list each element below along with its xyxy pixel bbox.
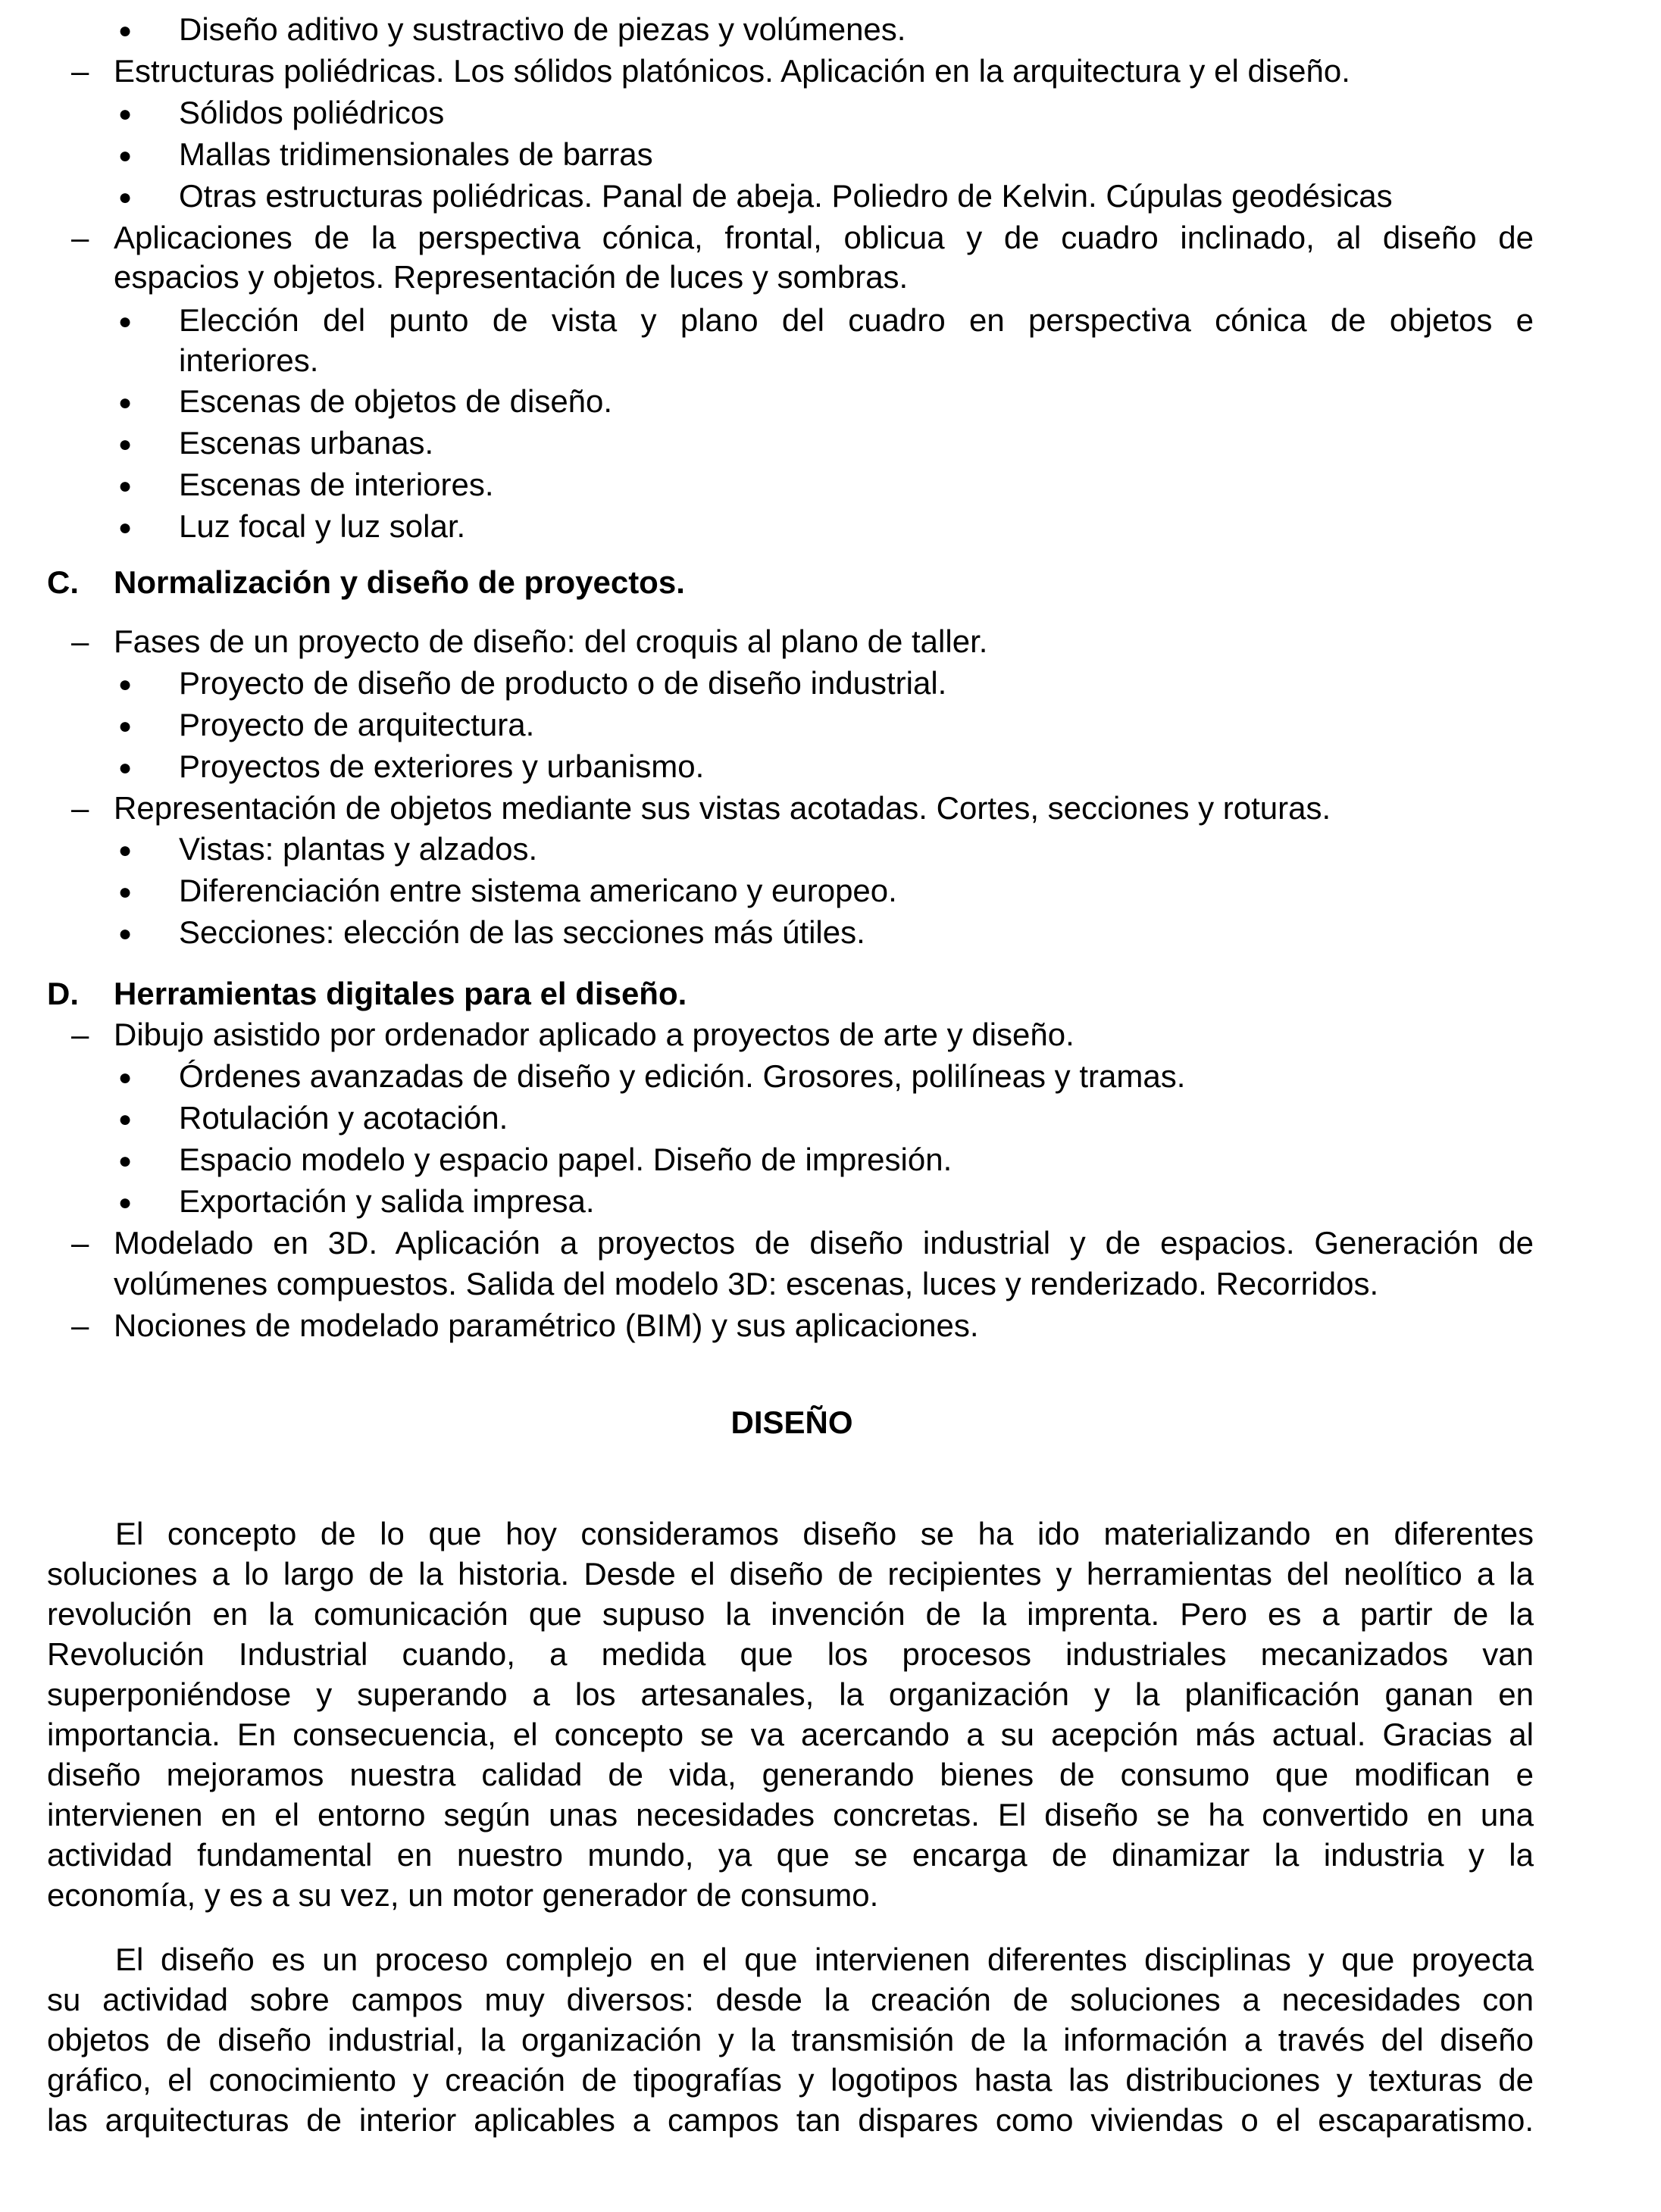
bullet-marker: ● [118,515,133,540]
paragraph-line: importancia. En consecuencia, el concepto se va acercando a su acepción más actual. Gracias al [47,1717,1534,1752]
paragraph-line: superponiéndose y superando a los artesanales, la organización y la planificación ganan en [47,1676,1534,1712]
dash-marker: – [71,1225,89,1261]
list-item: Escenas de objetos de diseño. [179,383,613,419]
section-heading: Normalización y diseño de proyectos. [114,564,685,600]
list-item: Espacio modelo y espacio papel. Diseño de impresión. [179,1142,952,1177]
bullet-marker: ● [118,390,133,415]
dash-marker: – [71,1017,89,1052]
list-item: Proyectos de exteriores y urbanismo. [179,748,705,784]
section-title: DISEÑO [730,1404,853,1440]
list-item-continuation: volúmenes compuestos. Salida del modelo 3D: escenas, luces y renderizado. Recorridos. [114,1266,1379,1301]
bullet-marker: ● [118,102,133,127]
bullet-marker: ● [118,1190,133,1215]
bullet-marker: ● [118,143,133,168]
paragraph-line: El diseño es un proceso complejo en el que intervienen diferentes disciplinas y que proyecta [115,1942,1534,1977]
dash-marker: – [71,790,89,826]
paragraph-line: economía, y es a su vez, un motor generador de consumo. [47,1877,879,1913]
list-item: Dibujo asistido por ordenador aplicado a proyectos de arte y diseño. [114,1017,1074,1052]
list-item: Elección del punto de vista y plano del cuadro en perspectiva cónica de objetos e [179,302,1534,338]
list-item: Nociones de modelado paramétrico (BIM) y sus aplicaciones. [114,1308,979,1343]
list-item: Vistas: plantas y alzados. [179,831,538,867]
dash-marker: – [71,623,89,659]
paragraph-line: actividad fundamental en nuestro mundo, ya que se encarga de dinamizar la industria y la [47,1837,1534,1873]
list-item-continuation: interiores. [179,342,319,378]
list-item: Diferenciación entre sistema americano y europeo. [179,873,897,908]
paragraph-line: revolución en la comunicación que supuso la invención de la imprenta. Pero es a partir de la [47,1596,1534,1632]
dash-marker: – [71,220,89,255]
bullet-marker: ● [118,879,133,904]
paragraph-line: su actividad sobre campos muy diversos: desde la creación de soluciones a necesidades con [47,1982,1534,2017]
list-item-continuation: espacios y objetos. Representación de luces y sombras. [114,259,909,295]
dash-marker: – [71,53,89,89]
bullet-marker: ● [118,309,133,334]
section-heading: Herramientas digitales para el diseño. [114,976,687,1011]
bullet-marker: ● [118,921,133,946]
list-item: Representación de objetos mediante sus vistas acotadas. Cortes, secciones y roturas. [114,790,1331,826]
list-item: Rotulación y acotación. [179,1100,508,1136]
list-item: Sólidos poliédricos [179,95,445,130]
list-item: Modelado en 3D. Aplicación a proyectos de diseño industrial y de espacios. Generación de [114,1225,1534,1261]
list-item: Proyecto de arquitectura. [179,707,535,742]
paragraph-line: Revolución Industrial cuando, a medida que los procesos industriales mecanizados van [47,1636,1534,1672]
list-item: Órdenes avanzadas de diseño y edición. Grosores, polilíneas y tramas. [179,1058,1186,1094]
paragraph-line: intervienen en el entorno según unas necesidades concretas. El diseño se ha convertido en una [47,1797,1534,1832]
bullet-marker: ● [118,1107,133,1132]
list-item: Otras estructuras poliédricas. Panal de abeja. Poliedro de Kelvin. Cúpulas geodésicas [179,178,1393,214]
bullet-marker: ● [118,714,133,739]
list-item: Exportación y salida impresa. [179,1183,595,1219]
paragraph-line: soluciones a lo largo de la historia. Desde el diseño de recipientes y herramientas del neolítico a la [47,1556,1534,1592]
section-letter: D. [47,976,79,1011]
bullet-marker: ● [118,838,133,863]
bullet-marker: ● [118,473,133,498]
paragraph-line: gráfico, el conocimiento y creación de tipografías y logotipos hasta las distribuciones y texturas de [47,2062,1534,2098]
paragraph-line: El concepto de lo que hoy consideramos diseño se ha ido materializando en diferentes [115,1516,1534,1551]
bullet-marker: ● [118,755,133,780]
bullet-marker: ● [118,1148,133,1173]
bullet-marker: ● [118,1065,133,1090]
list-item: Fases de un proyecto de diseño: del croquis al plano de taller. [114,623,988,659]
bullet-marker: ● [118,432,133,457]
list-item: Estructuras poliédricas. Los sólidos platónicos. Aplicación en la arquitectura y el diseño. [114,53,1350,89]
list-item: Proyecto de diseño de producto o de diseño industrial. [179,665,947,701]
list-item: Diseño aditivo y sustractivo de piezas y volúmenes. [179,11,906,47]
dash-marker: – [71,1308,89,1343]
list-item: Luz focal y luz solar. [179,508,466,544]
paragraph-line: objetos de diseño industrial, la organización y la transmisión de la información a través del diseño [47,2022,1534,2057]
bullet-marker: ● [118,18,133,43]
list-item: Aplicaciones de la perspectiva cónica, frontal, oblicua y de cuadro inclinado, al diseño de [114,220,1534,255]
paragraph-line: las arquitecturas de interior aplicables a campos tan dispares como viviendas o el escaparatismo. [47,2102,1534,2138]
list-item: Escenas urbanas. [179,425,434,461]
paragraph-line: diseño mejoramos nuestra calidad de vida, generando bienes de consumo que modifican e [47,1757,1534,1792]
bullet-marker: ● [118,185,133,210]
section-letter: C. [47,564,79,600]
list-item: Secciones: elección de las secciones más útiles. [179,914,865,950]
bullet-marker: ● [118,672,133,697]
list-item: Escenas de interiores. [179,467,494,502]
list-item: Mallas tridimensionales de barras [179,136,653,172]
